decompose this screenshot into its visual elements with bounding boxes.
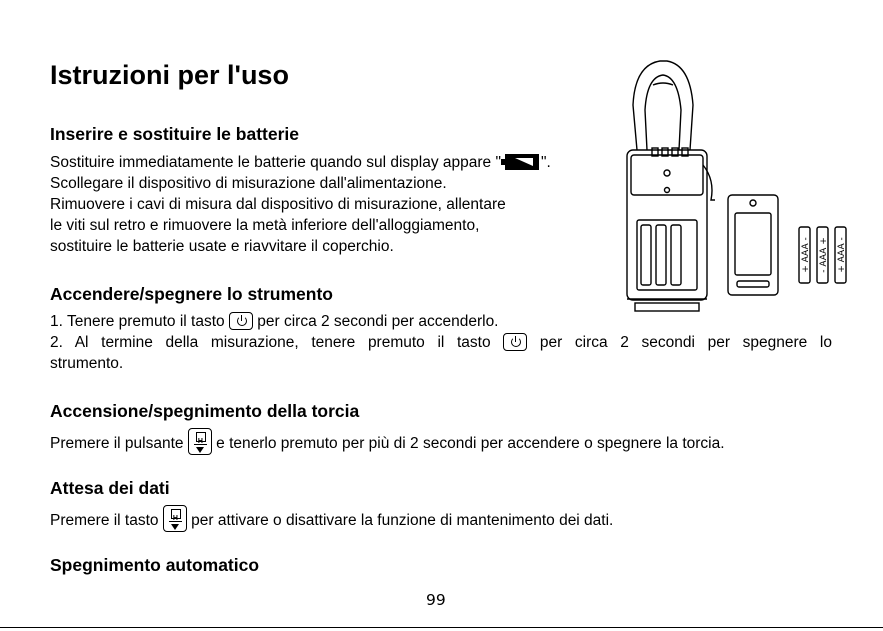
clamp-meter-illustration xyxy=(615,55,855,315)
batteries-line-2: Scollegare il dispositivo di misurazione dall'alimentazione. xyxy=(50,175,447,192)
section-heading-power: Accendere/spegnere lo strumento xyxy=(50,284,333,304)
hold-line: Premere il tasto H per attivare o disattivare la funzione di mantenimento dei dati. xyxy=(50,505,613,532)
section-heading-torch: Accensione/spegnimento della torcia xyxy=(50,401,360,421)
section-heading-hold: Attesa dei dati xyxy=(50,478,170,498)
power-item-2-cont: strumento. xyxy=(50,355,124,372)
battery-label-3: + AAA - xyxy=(837,237,847,273)
page-title: Istruzioni per l'uso xyxy=(50,60,289,90)
batteries-line-1: Sostituire immediatamente le batterie quando sul display appare " ". xyxy=(50,154,551,171)
hold-torch-key-icon xyxy=(188,428,212,455)
power-key-icon xyxy=(503,333,527,351)
footer-rule xyxy=(0,627,883,628)
power-key-icon xyxy=(229,312,253,330)
torch-text xyxy=(50,428,725,455)
batteries-line-4: le viti sul retro e rimuovere la metà inferiore dell'alloggiamento, xyxy=(50,217,480,234)
hold-text xyxy=(50,505,613,532)
battery-label-1: + AAA - xyxy=(801,237,811,273)
low-battery-icon xyxy=(501,154,541,170)
section-heading-autooff: Spegnimento automatico xyxy=(50,555,260,575)
power-item-2: 2. Al termine della misurazione, tenere premuto il tasto per circa 2 secondi per spegnere lo xyxy=(50,334,832,351)
battery-label-2: - AAA + xyxy=(819,237,829,273)
batteries-line-3: Rimuovere i cavi di misura dal dispositivo di misurazione, allentare xyxy=(50,196,506,213)
power-text xyxy=(50,311,832,374)
batteries-text xyxy=(50,152,551,257)
section-heading-batteries: Inserire e sostituire le batterie xyxy=(50,124,299,144)
power-item-1: 1. Tenere premuto il tasto per circa 2 secondi per accenderlo. xyxy=(50,313,499,330)
torch-line: Premere il pulsante H e tenerlo premuto per più di 2 secondi per accendere o spegnere la torcia. xyxy=(50,428,725,455)
hold-torch-key-icon xyxy=(163,505,187,532)
page-number: 99 xyxy=(426,591,446,609)
batteries-line-5: sostituire le batterie usate e riavvitare il coperchio. xyxy=(50,238,394,255)
